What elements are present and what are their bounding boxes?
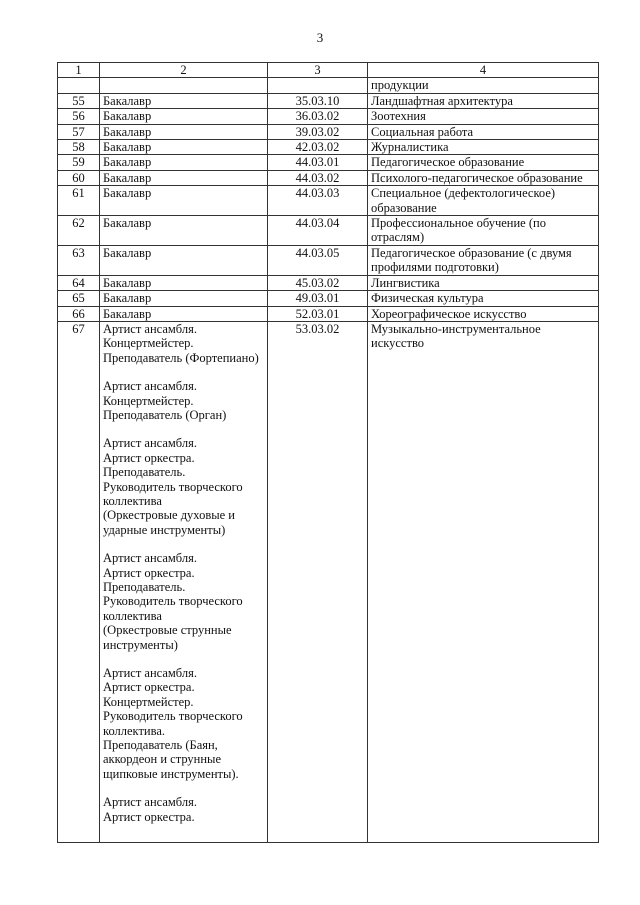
qualification-cell: Бакалавр bbox=[100, 306, 268, 321]
table-row bbox=[58, 93, 599, 108]
table-row bbox=[58, 186, 599, 216]
specialty-name-cell: Социальная работа bbox=[368, 124, 599, 139]
qualification-line: Артист ансамбля. bbox=[103, 379, 197, 394]
specialty-name-cell: Журналистика bbox=[368, 140, 599, 155]
qualification-line: Артист ансамбля. bbox=[103, 666, 197, 681]
continuation-text: продукции bbox=[368, 78, 599, 93]
qualification-line: Артист оркестра. bbox=[103, 565, 195, 580]
code-cell: 52.03.01 bbox=[268, 306, 368, 321]
qualification-block bbox=[103, 551, 264, 652]
qualification-block bbox=[103, 322, 264, 365]
qualification-block bbox=[103, 379, 264, 422]
qualification-line: Преподаватель. bbox=[103, 465, 186, 480]
specialties-table bbox=[57, 62, 599, 843]
row-number: 66 bbox=[58, 306, 100, 321]
qualification-line: Руководитель творческого коллектива. bbox=[103, 709, 243, 738]
code-cell: 44.03.02 bbox=[268, 170, 368, 185]
qualification-line: Артист ансамбля. bbox=[103, 795, 197, 810]
specialty-name-cell: Хореографическое искусство bbox=[368, 306, 599, 321]
header-cell: 2 bbox=[100, 63, 268, 78]
code-cell: 45.03.02 bbox=[268, 275, 368, 290]
qualification-cell: Бакалавр bbox=[100, 245, 268, 275]
qualification-line: (Оркестровые духовые и ударные инструменты) bbox=[103, 508, 235, 537]
row-number: 64 bbox=[58, 275, 100, 290]
qualification-cell: Бакалавр bbox=[100, 109, 268, 124]
qualification-cell: Бакалавр bbox=[100, 93, 268, 108]
row-number: 55 bbox=[58, 93, 100, 108]
code-cell: 44.03.05 bbox=[268, 245, 368, 275]
code-cell: 42.03.02 bbox=[268, 140, 368, 155]
table-row bbox=[58, 124, 599, 139]
qualification-cell: Бакалавр bbox=[100, 155, 268, 170]
qualification-cell bbox=[100, 321, 268, 842]
code-cell: 39.03.02 bbox=[268, 124, 368, 139]
table-row bbox=[58, 140, 599, 155]
qualification-line: Концертмейстер. bbox=[103, 694, 194, 709]
specialty-name-cell: Профессиональное обучение (по отраслям) bbox=[368, 216, 599, 246]
qualification-line: Артист ансамбля. bbox=[103, 436, 197, 451]
code-cell: 53.03.02 bbox=[268, 321, 368, 842]
qualification-cell: Бакалавр bbox=[100, 216, 268, 246]
table-row bbox=[58, 275, 599, 290]
row-number: 63 bbox=[58, 245, 100, 275]
qualification-line: Руководитель творческого коллектива bbox=[103, 594, 243, 623]
qualification-line: Преподаватель (Фортепиано) bbox=[103, 350, 259, 365]
qualification-block bbox=[103, 795, 264, 824]
code-cell: 44.03.03 bbox=[268, 186, 368, 216]
header-cell: 3 bbox=[268, 63, 368, 78]
qualification-block bbox=[103, 666, 264, 781]
specialty-name-cell: Педагогическое образование (с двумя профилями подготовки) bbox=[368, 245, 599, 275]
qualification-line: Артист оркестра. bbox=[103, 809, 195, 824]
qualification-block bbox=[103, 436, 264, 537]
row-number: 59 bbox=[58, 155, 100, 170]
row-number: 58 bbox=[58, 140, 100, 155]
table-row bbox=[58, 155, 599, 170]
qualification-cell: Бакалавр bbox=[100, 275, 268, 290]
code-cell: 36.03.02 bbox=[268, 109, 368, 124]
header-cell: 4 bbox=[368, 63, 599, 78]
header-cell: 1 bbox=[58, 63, 100, 78]
table-row bbox=[58, 306, 599, 321]
qualification-cell: Бакалавр bbox=[100, 140, 268, 155]
header-row bbox=[58, 63, 599, 78]
qualification-cell: Бакалавр bbox=[100, 291, 268, 306]
row-number: 56 bbox=[58, 109, 100, 124]
qualification-line: Руководитель творческого коллектива bbox=[103, 479, 243, 508]
code-cell: 44.03.01 bbox=[268, 155, 368, 170]
specialty-name-cell: Лингвистика bbox=[368, 275, 599, 290]
row-number: 60 bbox=[58, 170, 100, 185]
table-row bbox=[58, 245, 599, 275]
qualification-line: Концертмейстер. bbox=[103, 393, 194, 408]
specialty-name-cell: Психолого-педагогическое образование bbox=[368, 170, 599, 185]
qualification-line: Артист оркестра. bbox=[103, 680, 195, 695]
qualification-line: Артист оркестра. bbox=[103, 450, 195, 465]
row-number: 57 bbox=[58, 124, 100, 139]
code-cell: 49.03.01 bbox=[268, 291, 368, 306]
specialty-name-cell: Ландшафтная архитектура bbox=[368, 93, 599, 108]
specialty-name-cell: Специальное (дефектологическое) образование bbox=[368, 186, 599, 216]
specialty-name-cell: Физическая культура bbox=[368, 291, 599, 306]
code-cell: 44.03.04 bbox=[268, 216, 368, 246]
table-row bbox=[58, 170, 599, 185]
qualification-line: (Оркестровые струнные инструменты) bbox=[103, 623, 232, 652]
table-row bbox=[58, 291, 599, 306]
specialty-name-cell: Зоотехния bbox=[368, 109, 599, 124]
continuation-row bbox=[58, 78, 599, 93]
row-number: 62 bbox=[58, 216, 100, 246]
page-number: 3 bbox=[316, 30, 324, 45]
qualification-cell: Бакалавр bbox=[100, 170, 268, 185]
row-number: 61 bbox=[58, 186, 100, 216]
table-row bbox=[58, 109, 599, 124]
specialty-name-cell: Педагогическое образование bbox=[368, 155, 599, 170]
table-row bbox=[58, 216, 599, 246]
row-number: 65 bbox=[58, 291, 100, 306]
row-number: 67 bbox=[58, 321, 100, 842]
qualification-line: Преподаватель (Баян, аккордеон и струнные щипковые инструменты). bbox=[103, 738, 239, 781]
qualification-line: Артист ансамбля. bbox=[103, 551, 197, 566]
table-row bbox=[58, 321, 599, 842]
qualification-line: Преподаватель. bbox=[103, 580, 186, 594]
specialty-name-cell: Музыкально-инструментальное искусство bbox=[368, 321, 599, 842]
qualification-line: Преподаватель (Орган) bbox=[103, 407, 227, 422]
code-cell: 35.03.10 bbox=[268, 93, 368, 108]
qualification-cell: Бакалавр bbox=[100, 124, 268, 139]
qualification-cell: Бакалавр bbox=[100, 186, 268, 216]
qualification-line: Артист ансамбля. bbox=[103, 321, 197, 336]
qualification-line: Концертмейстер. bbox=[103, 336, 194, 351]
